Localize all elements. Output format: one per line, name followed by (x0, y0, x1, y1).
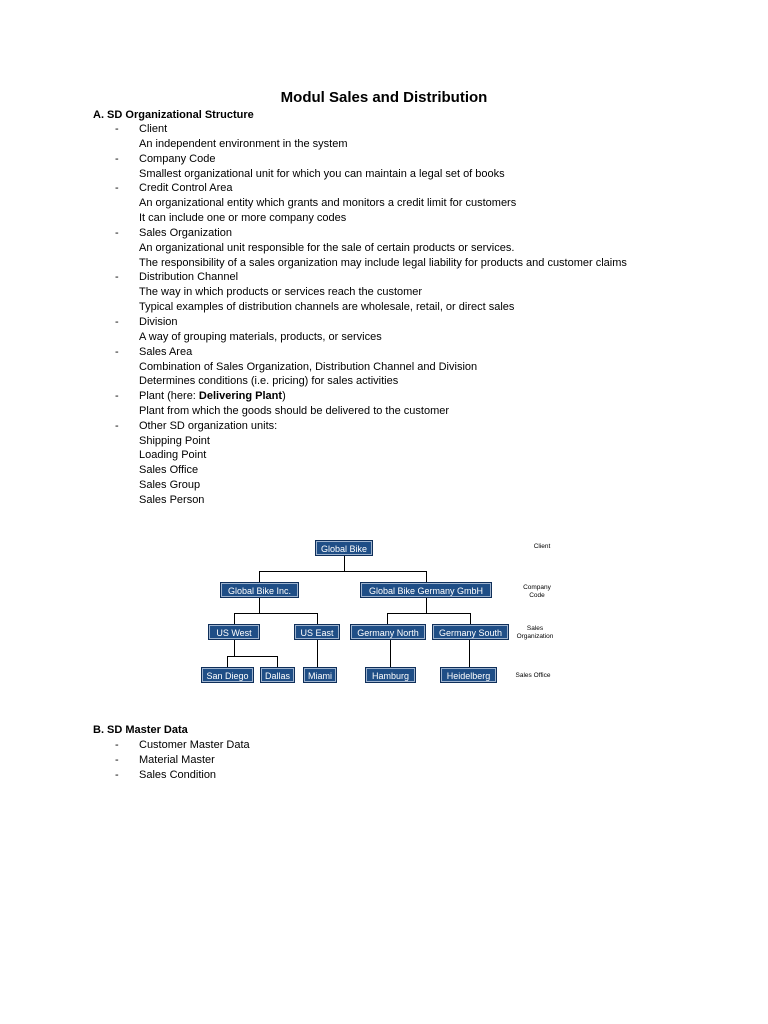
list-item: Customer Master Data (139, 739, 250, 751)
page-title: Modul Sales and Distribution (280, 89, 488, 106)
org-node-company-code: Global Bike Inc. (220, 582, 299, 598)
section-a-heading: A. SD Organizational Structure (93, 109, 254, 121)
bullet-dash: - (115, 153, 119, 165)
item-desc: An independent environment in the system (139, 138, 348, 150)
org-node-sales-org: Germany North (350, 624, 426, 640)
level-label-line: Code (529, 592, 545, 599)
connector-line (387, 613, 470, 614)
item-label: Other SD organization units: (139, 420, 278, 432)
item-desc: Sales Office (139, 464, 199, 476)
connector-line (426, 598, 427, 613)
org-node-sales-office: Miami (303, 667, 337, 683)
level-label-line: Organization (516, 633, 554, 640)
org-node-company-code: Global Bike Germany GmbH (360, 582, 492, 598)
item-label: Sales Area (139, 346, 193, 358)
list-item: Sales Condition (139, 769, 217, 781)
bullet-dash: - (115, 754, 119, 766)
item-desc: The responsibility of a sales organization may include legal liability for products and customer claims (139, 257, 627, 269)
level-label-client: Client (533, 543, 551, 550)
item-desc: It can include one or more company codes (139, 212, 347, 224)
bullet-dash: - (115, 182, 119, 194)
org-node-sales-org: US East (294, 624, 340, 640)
level-label-sales-org (510, 625, 560, 641)
item-label (139, 390, 286, 402)
bullet-dash: - (115, 390, 119, 402)
item-desc: Typical examples of distribution channels are wholesale, retail, or direct sales (139, 301, 515, 313)
item-label: Credit Control Area (139, 182, 233, 194)
connector-line (344, 555, 345, 571)
org-node-sales-office: Dallas (260, 667, 295, 683)
bullet-dash: - (115, 271, 119, 283)
level-label-company-code (512, 584, 562, 600)
bullet-dash: - (115, 227, 119, 239)
item-label: Distribution Channel (139, 271, 239, 283)
item-desc: Sales Group (139, 479, 201, 491)
section-b-heading: B. SD Master Data (93, 724, 188, 736)
bullet-dash: - (115, 316, 119, 328)
item-label: Sales Organization (139, 227, 232, 239)
bullet-dash: - (115, 739, 119, 751)
bullet-dash: - (115, 123, 119, 135)
org-node-sales-office: San Diego (201, 667, 254, 683)
org-node-client: Global Bike (315, 540, 373, 556)
item-desc: Shipping Point (139, 435, 210, 447)
org-node-sales-org: Germany South (432, 624, 509, 640)
item-label: Division (139, 316, 178, 328)
label-suffix: ) (282, 390, 286, 402)
label-prefix: Plant (here: (139, 390, 199, 402)
bullet-dash: - (115, 346, 119, 358)
item-desc: Plant from which the goods should be delivered to the customer (139, 405, 450, 417)
item-label: Company Code (139, 153, 216, 165)
label-bold: Delivering Plant (198, 390, 283, 402)
bullet-dash: - (115, 769, 119, 781)
connector-line (469, 640, 470, 668)
level-label-line: Sales (526, 625, 544, 632)
connector-line (234, 640, 235, 656)
item-desc: Combination of Sales Organization, Distribution Channel and Division (139, 361, 478, 373)
item-desc: A way of grouping materials, products, or services (139, 331, 382, 343)
bullet-dash: - (115, 420, 119, 432)
connector-line (234, 613, 317, 614)
org-node-sales-org: US West (208, 624, 260, 640)
connector-line (259, 571, 426, 572)
item-desc: Smallest organizational unit for which you can maintain a legal set of books (139, 168, 505, 180)
connector-line (227, 656, 277, 657)
connector-line (317, 640, 318, 668)
item-desc: The way in which products or services reach the customer (139, 286, 423, 298)
list-item: Material Master (139, 754, 215, 766)
org-node-sales-office: Heidelberg (440, 667, 497, 683)
item-desc: Determines conditions (i.e. pricing) for sales activities (139, 375, 399, 387)
level-label-sales-office: Sales Office (515, 672, 551, 679)
level-label-line: Company (523, 584, 551, 591)
item-desc: Loading Point (139, 449, 207, 461)
item-label: Client (139, 123, 168, 135)
item-desc: An organizational unit responsible for the sale of certain products or services. (139, 242, 515, 254)
item-desc: Sales Person (139, 494, 205, 506)
connector-line (259, 598, 260, 613)
org-node-sales-office: Hamburg (365, 667, 416, 683)
connector-line (390, 640, 391, 668)
item-desc: An organizational entity which grants and monitors a credit limit for customers (139, 197, 517, 209)
